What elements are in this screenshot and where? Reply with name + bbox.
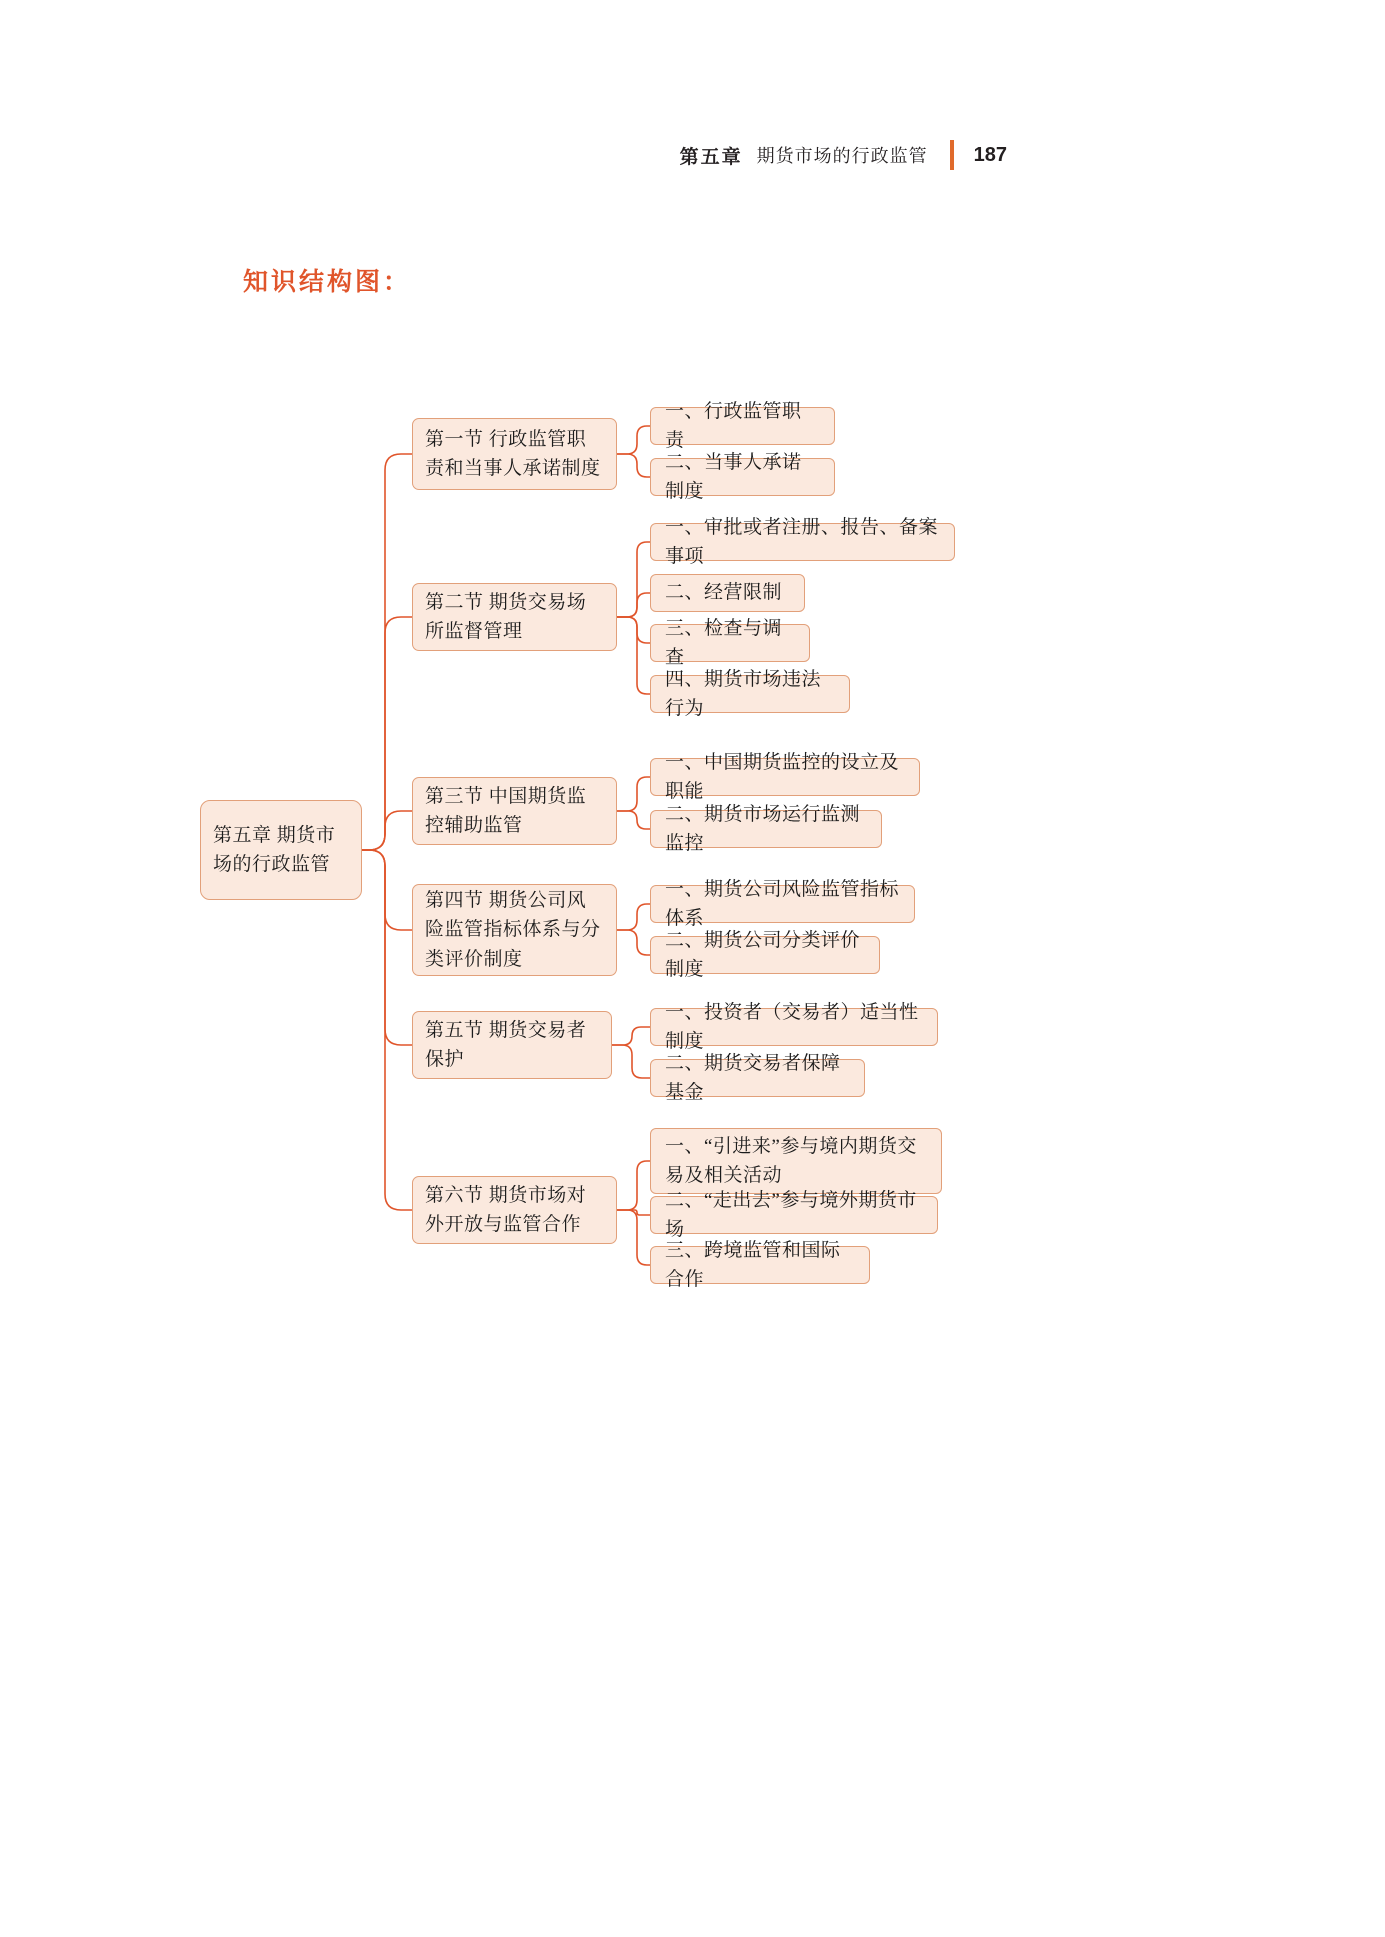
page-title: 知识结构图： bbox=[243, 268, 412, 296]
diagram-leaf-label: 一、中国期货监控的设立及职能 bbox=[665, 751, 900, 802]
diagram-leaf-6-2 bbox=[650, 1189, 938, 1240]
diagram-node-label: 第一节 行政监管职责和当事人承诺制度 bbox=[425, 428, 601, 479]
diagram-node-section-1 bbox=[412, 418, 617, 490]
diagram-leaf-label: 二、期货市场运行监测监控 bbox=[665, 803, 861, 854]
diagram-leaf-2-4 bbox=[650, 668, 850, 719]
diagram-leaf-label: 四、期货市场违法行为 bbox=[665, 668, 822, 719]
diagram-leaf-label: 三、跨境监管和国际合作 bbox=[665, 1239, 841, 1290]
diagram-node-section-3 bbox=[412, 777, 617, 845]
diagram-leaf-label: 一、投资者（交易者）适当性制度 bbox=[665, 1001, 919, 1052]
header-chapter-number: 第五章 bbox=[679, 146, 743, 168]
diagram-node-label: 第四节 期货公司风险监管指标体系与分类评价制度 bbox=[425, 889, 601, 970]
diagram-leaf-label: 二、期货公司分类评价制度 bbox=[665, 929, 861, 980]
diagram-node-label: 第五节 期货交易者保护 bbox=[425, 1019, 587, 1070]
diagram-leaf-1-1 bbox=[650, 400, 835, 451]
diagram-leaf-2-3 bbox=[650, 617, 810, 668]
diagram-node-label: 第六节 期货市场对外开放与监管合作 bbox=[425, 1184, 587, 1235]
diagram-root-node bbox=[200, 800, 362, 900]
diagram-leaf-5-2 bbox=[650, 1052, 865, 1103]
diagram-leaf-5-1 bbox=[650, 1001, 938, 1052]
diagram-node-section-4 bbox=[412, 884, 617, 976]
diagram-leaf-label: 一、审批或者注册、报告、备案事项 bbox=[665, 516, 939, 567]
diagram-leaf-3-1 bbox=[650, 751, 920, 802]
header-chapter-title: 期货市场的行政监管 bbox=[756, 146, 928, 166]
diagram-leaf-label: 三、检查与调查 bbox=[665, 617, 783, 668]
diagram-leaf-label: 二、期货交易者保障基金 bbox=[665, 1052, 841, 1103]
diagram-leaf-4-2 bbox=[650, 929, 880, 980]
diagram-node-section-2 bbox=[412, 583, 617, 651]
diagram-leaf-1-2 bbox=[650, 451, 835, 502]
diagram-leaf-6-3 bbox=[650, 1239, 870, 1290]
diagram-root-label: 第五章 期货市场的行政监管 bbox=[213, 824, 336, 875]
diagram-leaf-label: 二、当事人承诺制度 bbox=[665, 451, 802, 502]
diagram-leaf-2-2 bbox=[650, 574, 805, 612]
diagram-node-section-6 bbox=[412, 1176, 617, 1244]
diagram-node-label: 第三节 中国期货监控辅助监管 bbox=[425, 785, 587, 836]
diagram-leaf-label: 一、期货公司风险监管指标体系 bbox=[665, 878, 900, 929]
diagram-leaf-label: 一、“引进来”参与境内期货交易及相关活动 bbox=[665, 1135, 917, 1186]
diagram-leaf-4-1 bbox=[650, 878, 915, 929]
diagram-node-section-5 bbox=[412, 1011, 612, 1079]
diagram-leaf-2-1 bbox=[650, 516, 955, 567]
diagram-leaf-label: 一、行政监管职责 bbox=[665, 400, 802, 451]
page-number: 187 bbox=[973, 143, 1007, 166]
diagram-leaf-6-1 bbox=[650, 1128, 942, 1194]
diagram-leaf-label: 二、经营限制 bbox=[665, 582, 783, 604]
diagram-leaf-3-2 bbox=[650, 803, 882, 854]
diagram-node-label: 第二节 期货交易场所监督管理 bbox=[425, 591, 587, 642]
diagram-leaf-label: 二、“走出去”参与境外期货市场 bbox=[665, 1189, 917, 1240]
